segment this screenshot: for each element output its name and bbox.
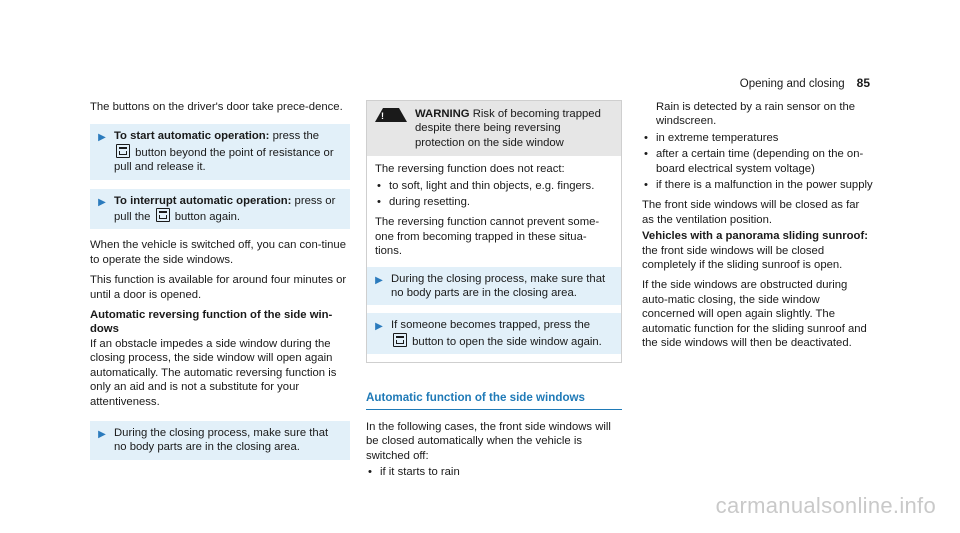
step-label: To start automatic operation:: [114, 130, 270, 143]
step-start-automatic: ▶ To start automatic operation: press the button beyond the point of resistance or pull and release it.: [90, 124, 350, 179]
window-button-icon: [116, 144, 130, 158]
column-3: [642, 100, 874, 357]
warning-step: ▶ During the closing process, make sure that no body parts are in the closing area.: [367, 267, 621, 306]
warning-box: [366, 100, 622, 363]
warning-list: [375, 179, 613, 210]
step-closing-area: ▶ During the closing process, make sure that no body parts are in the closing area.: [90, 421, 350, 460]
step-arrow-icon: ▶: [98, 428, 106, 440]
watermark-text: carmanualsonline.info: [715, 493, 936, 518]
subheading: Vehicles with a panorama sliding sunroof:: [642, 230, 868, 243]
list-item: • after a certain time (depending on the on-board electrical system voltage): [656, 147, 874, 176]
list-item: • during resetting.: [389, 195, 613, 209]
warning-header: ! WARNING Risk of becoming trapped despite there being reversing protection on the side window: [367, 101, 621, 156]
page-title: Opening and closing: [739, 78, 845, 90]
paragraph: When the vehicle is switched off, you can con-tinue to operate the side windows.: [90, 239, 346, 266]
warning-triangle-icon: !: [375, 108, 407, 122]
paragraph: In the following cases, the front side windows will be closed automatically when the vehicle is switched off:: [366, 420, 611, 462]
paragraph: If an obstacle impedes a side window during the closing process, the side window will open again automatically. The automatic reversing function is only an aid and is not a substitute for your attentiveness.: [90, 337, 337, 408]
list-item: • if it starts to rain: [380, 465, 622, 479]
step-arrow-icon: ▶: [98, 196, 106, 208]
subheading: Automatic reversing function of the side win-dows: [90, 309, 333, 336]
list-item: • in extreme temperatures: [656, 131, 874, 145]
paragraph: If the side windows are obstructed during auto-matic closing, the side window concerned will open again slightly. The automatic function for the sliding sunroof and the side windows will then be deactivated.: [642, 279, 867, 350]
column-2: [366, 100, 622, 485]
step-label: To interrupt automatic operation:: [114, 194, 292, 207]
window-button-icon: [156, 208, 170, 222]
paragraph: Rain is detected by a rain sensor on the windscreen.: [656, 101, 856, 128]
page-number: 85: [856, 76, 870, 90]
warning-label: WARNING: [415, 108, 470, 120]
step-arrow-icon: ▶: [375, 321, 383, 333]
intro-text: The buttons on the driver's door take prece-dence.: [90, 101, 343, 113]
conditions-list: [366, 465, 622, 479]
paragraph: the front side windows will be closed completely if the sliding sunroof is open.: [642, 244, 843, 272]
step-arrow-icon: ▶: [375, 274, 383, 286]
step-interrupt-automatic: ▶ To interrupt automatic operation: press or pull the button again.: [90, 189, 350, 230]
warning-step: ▶ If someone becomes trapped, press the button to open the side window again.: [367, 313, 621, 354]
list-item: • to soft, light and thin objects, e.g. fingers.: [389, 179, 613, 193]
page-header: [740, 76, 870, 90]
section-title: Automatic function of the side windows: [366, 391, 622, 409]
step-arrow-icon: ▶: [98, 132, 106, 144]
conditions-list: [642, 131, 874, 193]
paragraph: This function is available for around four minutes or until a door is opened.: [90, 274, 347, 301]
column-1: [90, 100, 350, 469]
warning-body: The reversing function does not react: • to soft, light and thin objects, e.g. fingers. • during resetting. The reversing function cannot prevent some-one from becoming trapped in these situa-tions. ▶ During the closing process, make sure that no body parts are in the closing area. ▶ If someone becomes trapped, press the button to open the side window again.: [367, 156, 621, 362]
window-button-icon: [393, 333, 407, 347]
paragraph: The front side windows will be closed as far as the ventilation position.: [642, 199, 860, 226]
list-item: • if there is a malfunction in the power supply: [656, 178, 874, 192]
